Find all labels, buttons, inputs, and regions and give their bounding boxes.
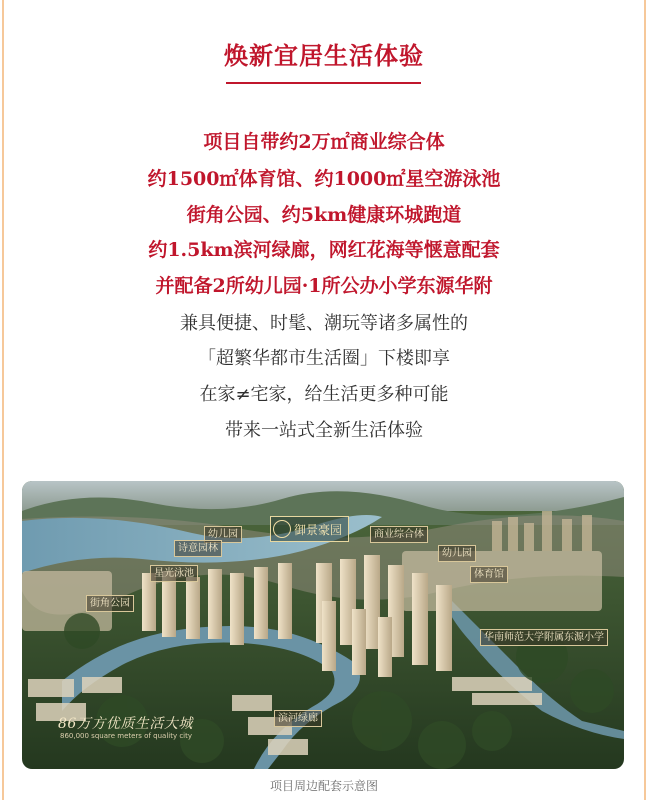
description-line-4: 带来一站式全新生活体验 [225,420,423,441]
section-title: 焕新宜居生活体验 [224,41,424,70]
description-line-3: 在家≠宅家，给生活更多种可能 [199,384,449,405]
label-corner-park: 街角公园 [86,595,134,612]
label-starry-pool: 星光泳池 [150,565,198,582]
label-gym: 体育馆 [470,566,508,583]
label-kindergarten-2: 幼儿园 [438,545,476,562]
project-name: 御景豪园 [294,522,343,537]
highlight-sports: 约1500㎡体育馆、约1000㎡星空游泳池 [147,168,501,190]
slogan-subtitle: 860,000 square meters of quality city [60,732,192,740]
project-map-image [22,481,624,769]
label-commercial: 商业综合体 [370,526,428,543]
label-school: 华南师范大学附属东源小学 [480,629,608,646]
crown-emblem-icon [273,520,291,538]
project-logo [270,516,349,542]
slogan: 86万方优质生活大城 [58,716,193,732]
image-caption: 项目周边配套示意图 [269,779,378,793]
label-riverside: 滨河绿廊 [274,710,322,727]
highlight-schools: 并配备2所幼儿园·1所公办小学东源华附 [155,275,493,297]
label-poetic-garden: 诗意园林 [174,540,222,557]
highlight-commercial: 项目自带约2万㎡商业综合体 [203,131,445,153]
title-divider [226,82,421,84]
highlight-riverside: 约1.5km滨河绿廊，网红花海等惬意配套 [148,239,500,261]
description-line-1: 兼具便捷、时髦、潮玩等诸多属性的 [180,313,468,334]
label-kindergarten-1: 幼儿园 [204,526,242,543]
highlight-park: 街角公园、约5km健康环城跑道 [186,204,462,226]
description-line-2: 「超繁华都市生活圈」下楼即享 [198,348,450,369]
